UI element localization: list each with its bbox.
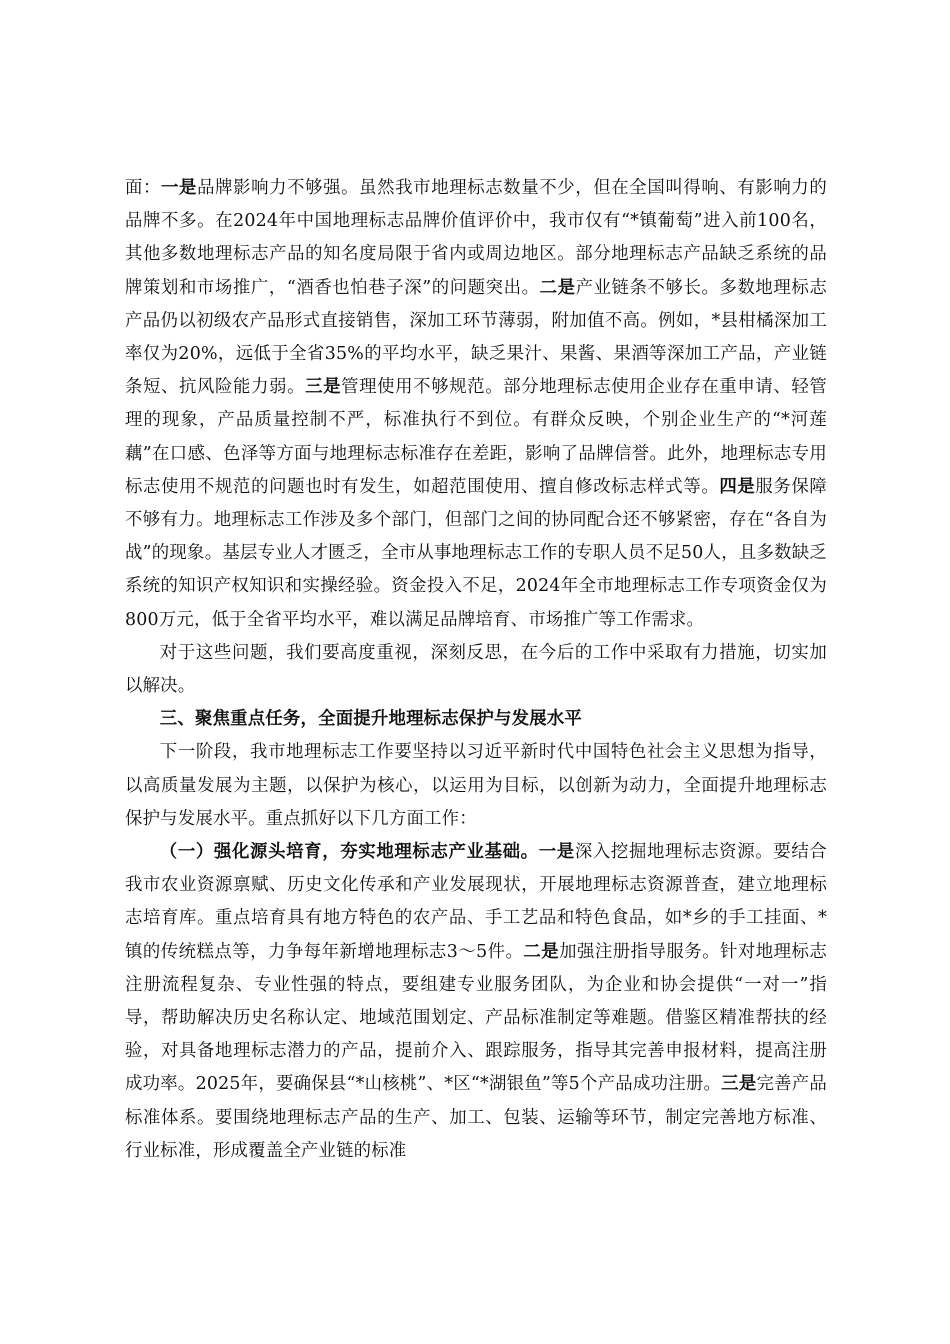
bold-marker-2: 二是 [539,277,576,298]
text-run: 加强注册指导服务。针对地理标志注册流程复杂、专业性强的特点，要组建专业服务团队，为企业和协会提供“一对一”指导，帮助解决历史名称认定、地域范围划定、产品标准制定等难题。借鉴区精准帮扶的经验，对具备地理标志潜力的产品，提前介入、跟踪服务，指导其完善申报材料，提高注册成功率。2025年，要确保县“*山核桃”、*区“*湖银鱼”等5个产品成功注册。 [125,941,827,1095]
paragraph-reflection: 对于这些问题，我们要高度重视，深刻反思，在今后的工作中采取有力措施，切实加以解决。 [125,642,827,697]
bold-marker-3: 三是 [305,377,342,398]
paragraph-next-stage: 下一阶段，我市地理标志工作要坚持以习近平新时代中国特色社会主义思想为指导，以高质量发展为主题，以保护为核心，以运用为目标，以创新为动力，全面提升地理标志保护与发展水平。重点抓好以下几方面工作： [125,742,827,829]
bold-marker-4: 四是 [719,476,756,497]
bold-marker-2: 二是 [523,941,560,962]
text-run: 管理使用不够规范。部分地理标志使用企业存在重申请、轻管理的现象，产品质量控制不严，标准执行不到位。有群众反映，个别企业生产的“*河莲藕”在口感、色泽等方面与地理标志标准存在差距，影响了品牌信誉。此外，地理标志专用标志使用不规范的问题也时有发生，如超范围使用、擅自修改标志样式等。 [125,377,827,497]
text-run: 服务保障不够有力。地理标志工作涉及多个部门，但部门之间的协同配合还不够紧密，存在“各自为战”的现象。基层专业人才匮乏，全市从事地理标志工作的专职人员不足50人，且多数缺乏系统的知识产权知识和实操经验。资金投入不足，2024年全市地理标志工作专项资金仅为800万元，低于全省平均水平，难以满足品牌培育、市场推广等工作需求。 [125,476,827,630]
bold-marker-1: 一是 [538,842,575,863]
section-heading-3: 三、聚焦重点任务，全面提升地理标志保护与发展水平 [159,709,582,730]
text-run: 面： [125,178,162,198]
text-run: 完善产品标准体系。要围绕地理标志产品的生产、加工、包装、运输等环节，制定完善地方标准、行业标准，形成覆盖全产业链的标准 [125,1074,827,1161]
subheading-1: （一）强化源头培育，夯实地理标志产业基础。 [159,842,539,863]
text-run: 产业链条不够长。多数地理标志产品仍以初级农产品形式直接销售，深加工环节薄弱，附加值不高。例如，*县柑橘深加工率仅为20%，远低于全省35%的平均水平，缺乏果汁、果酱、果酒等深加工产品，产业链条短、抗风险能力弱。 [125,277,827,398]
text-run: 深入挖掘地理标志资源。要结合我市农业资源禀赋、历史文化传承和产业发展现状，开展地理标志资源普查，建立地理标志培育库。重点培育具有地方特色的农产品、手工艺品和特色食品，如*乡的手工挂面、*镇的传统糕点等，力争每年新增地理标志3～5件。 [125,842,827,962]
paragraph-problems [125,172,827,637]
bold-marker-1: 一是 [161,178,198,198]
bold-marker-3: 三是 [721,1074,757,1095]
paragraph-source-cultivation [125,836,827,1168]
document-page [125,172,827,1168]
text-run: 品牌影响力不够强。虽然我市地理标志数量不少，但在全国叫得响、有影响力的品牌不多。在2024年中国地理标志品牌价值评价中，我市仅有“*镇葡萄”进入前100名，其他多数地理标志产品的知名度局限于省内或周边地区。部分地理标志产品缺乏系统的品牌策划和市场推广，“酒香也怕巷子深”的问题突出。 [125,178,827,298]
